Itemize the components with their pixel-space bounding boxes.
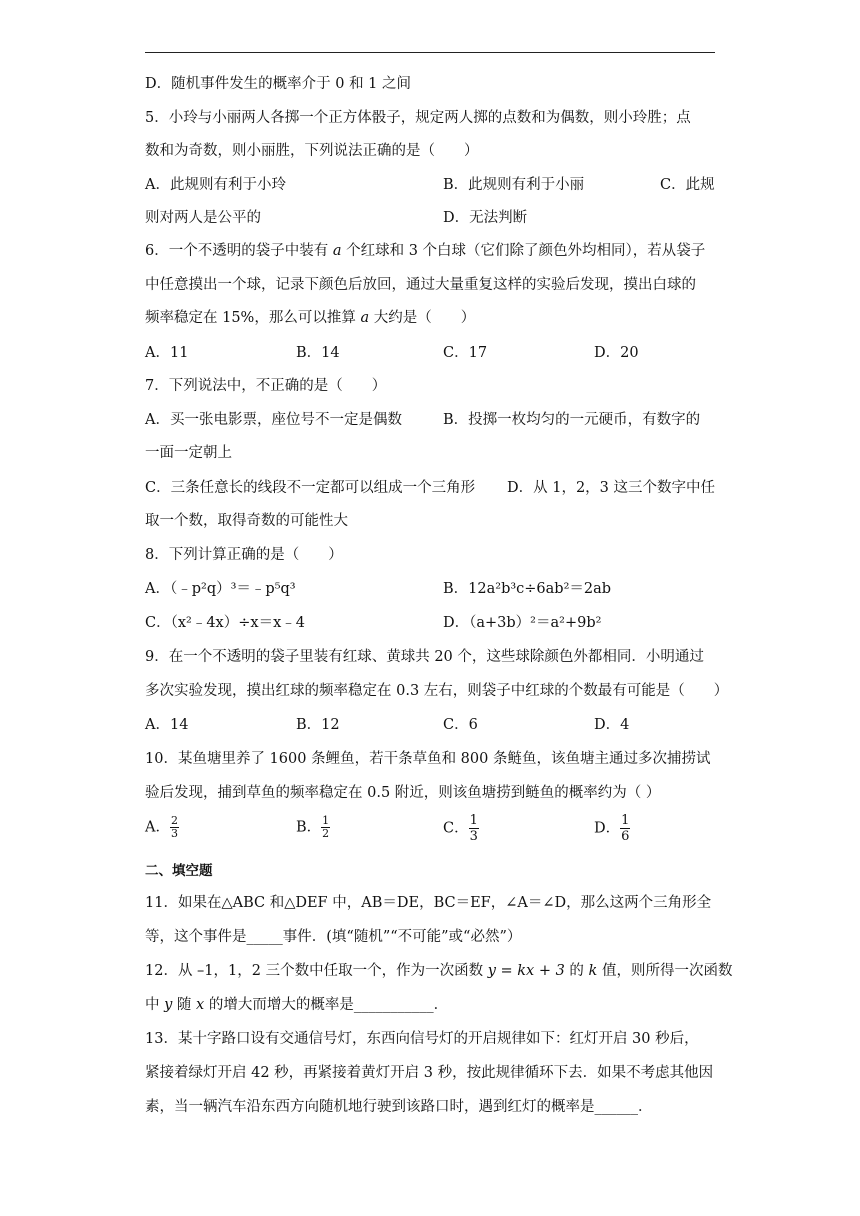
q13-stem-line2: 紧接着绿灯开启 42 秒，再紧接着黄灯开启 3 秒，按此规律循环下去．如果不考虑其他因 bbox=[145, 1065, 714, 1081]
section-heading: 二、填空题 bbox=[145, 863, 213, 879]
q12-text: 随 bbox=[172, 997, 197, 1013]
q7-option-b-part2: 一面一定朝上 bbox=[145, 445, 232, 461]
var-k: k bbox=[588, 963, 598, 979]
q10-option-c bbox=[443, 813, 479, 844]
q12-stem-line1 bbox=[145, 961, 732, 981]
numerator: 1 bbox=[621, 813, 630, 828]
q11-stem-line2: 等，这个事件是_____事件．(填“随机”“不可能”或“必然”） bbox=[145, 929, 522, 945]
q9-option-a: A．14 bbox=[145, 717, 189, 733]
q8-option-d: D．（a+3b）²＝a²+9b² bbox=[443, 615, 602, 631]
q6-text: 大约是（ ） bbox=[369, 310, 476, 326]
q7-option-b-part1: B．投掷一枚均匀的一元硬币，有数字的 bbox=[443, 412, 701, 428]
q12-text: 中 bbox=[145, 997, 165, 1013]
numerator: 1 bbox=[322, 814, 330, 827]
q7-option-c: C．三条任意长的线段不一定都可以组成一个三角形 bbox=[145, 480, 476, 496]
q9-option-c: C．6 bbox=[443, 717, 478, 733]
q7-option-d-part2: 取一个数，取得奇数的可能性大 bbox=[145, 513, 348, 529]
q7-option-a: A．买一张电影票，座位号不一定是偶数 bbox=[145, 412, 402, 428]
q9-option-b: B．12 bbox=[296, 717, 340, 733]
q12-text: 12．从 –1，1，2 三个数中任取一个，作为一次函数 bbox=[145, 963, 488, 979]
q5-option-d: D．无法判断 bbox=[443, 210, 528, 226]
q6-stem-line1 bbox=[145, 241, 705, 261]
q5-option-b: B．此规则有利于小丽 bbox=[443, 177, 585, 193]
q6-option-a: A．11 bbox=[145, 345, 189, 361]
q4-option-d: D．随机事件发生的概率介于 0 和 1 之间 bbox=[145, 76, 412, 92]
q6-stem-line3 bbox=[145, 308, 475, 328]
fraction-one-third bbox=[469, 813, 479, 844]
q10-stem-line1: 10．某鱼塘里养了 1600 条鲤鱼，若干条草鱼和 800 条鲢鱼，该鱼塘主通过多次捕捞试 bbox=[145, 751, 711, 767]
q8-option-b: B．12a²b³c÷6ab²＝2ab bbox=[443, 581, 612, 597]
denominator: 3 bbox=[170, 827, 178, 840]
q5-option-a: A．此规则有利于小玲 bbox=[145, 177, 286, 193]
q6-option-c: C．17 bbox=[443, 345, 488, 361]
var-x: x bbox=[196, 997, 205, 1013]
header-rule bbox=[145, 52, 715, 53]
q6-option-b: B．14 bbox=[296, 345, 340, 361]
q5-stem-line2: 数和为奇数，则小丽胜，下列说法正确的是（ ） bbox=[145, 143, 479, 159]
q12-text: 的 bbox=[564, 963, 589, 979]
q10-option-b bbox=[296, 815, 330, 840]
denominator: 2 bbox=[322, 827, 330, 840]
numerator: 2 bbox=[170, 814, 178, 827]
q13-stem-line1: 13．某十字路口设有交通信号灯，东西向信号灯的开启规律如下：红灯开启 30 秒后， bbox=[145, 1031, 699, 1047]
fraction-two-thirds bbox=[170, 815, 179, 840]
q9-option-d: D．4 bbox=[594, 717, 630, 733]
option-label: C． bbox=[443, 820, 469, 837]
q8-option-a: A．（﹣p²q）³＝﹣p⁵q³ bbox=[145, 581, 296, 597]
fraction-one-half bbox=[321, 815, 330, 840]
q12-stem-line2 bbox=[145, 995, 448, 1015]
q13-stem-line3: 素，当一辆汽车沿东西方向随机地行驶到该路口时，遇到红灯的概率是______． bbox=[145, 1099, 653, 1115]
var-y: y bbox=[164, 997, 173, 1013]
denominator: 3 bbox=[469, 829, 478, 844]
q6-option-d: D．20 bbox=[594, 345, 639, 361]
denominator: 6 bbox=[621, 829, 630, 844]
q9-stem-line1: 9．在一个不透明的袋子里装有红球、黄球共 20 个，这些球除颜色外都相同．小明通过 bbox=[145, 649, 704, 665]
q8-stem: 8．下列计算正确的是（ ） bbox=[145, 547, 343, 563]
q12-text: 值，则所得一次函数 bbox=[597, 963, 733, 979]
q11-stem-line1: 11．如果在△ABC 和△DEF 中，AB＝DE，BC＝EF，∠A＝∠D，那么这两个三角形全 bbox=[145, 895, 712, 911]
option-label: A． bbox=[145, 819, 170, 836]
var-a: a bbox=[332, 243, 342, 259]
q10-option-d bbox=[594, 813, 630, 844]
linear-function-formula: y = kx + 3 bbox=[487, 963, 565, 979]
q9-stem-line2: 多次实验发现，摸出红球的频率稳定在 0.3 左右，则袋子中红球的个数最有可能是（ ） bbox=[145, 683, 729, 699]
option-label: D． bbox=[594, 820, 621, 837]
q5-stem-line1: 5．小玲与小丽两人各掷一个正方体骰子，规定两人掷的点数和为偶数，则小玲胜；点 bbox=[145, 110, 691, 126]
q8-option-c: C．（x²﹣4x）÷x＝x﹣4 bbox=[145, 615, 305, 631]
var-a: a bbox=[360, 310, 370, 326]
q6-stem-line2: 中任意摸出一个球，记录下颜色后放回，通过大量重复这样的实验后发现，摸出白球的 bbox=[145, 277, 696, 293]
q10-stem-line2: 验后发现，捕到草鱼的频率稳定在 0.5 附近，则该鱼塘捞到鲢鱼的概率约为（ ） bbox=[145, 785, 661, 801]
q6-text: 个红球和 3 个白球（它们除了颜色外均相同），若从袋子 bbox=[341, 243, 706, 259]
q7-stem: 7．下列说法中，不正确的是（ ） bbox=[145, 378, 387, 394]
fraction-one-sixth bbox=[620, 813, 630, 844]
q5-option-c-part2: 则对两人是公平的 bbox=[145, 210, 261, 226]
q7-option-d-part1: D．从 1，2，3 这三个数字中任 bbox=[507, 480, 716, 496]
q6-text: 6．一个不透明的袋子中装有 bbox=[145, 243, 333, 259]
q5-option-c-part1: C．此规 bbox=[660, 177, 715, 193]
q6-text: 频率稳定在 15%，那么可以推算 bbox=[145, 310, 361, 326]
q10-option-a bbox=[145, 815, 179, 840]
q12-text: 的增大而增大的概率是___________． bbox=[204, 997, 449, 1013]
option-label: B． bbox=[296, 819, 322, 836]
numerator: 1 bbox=[469, 813, 478, 828]
